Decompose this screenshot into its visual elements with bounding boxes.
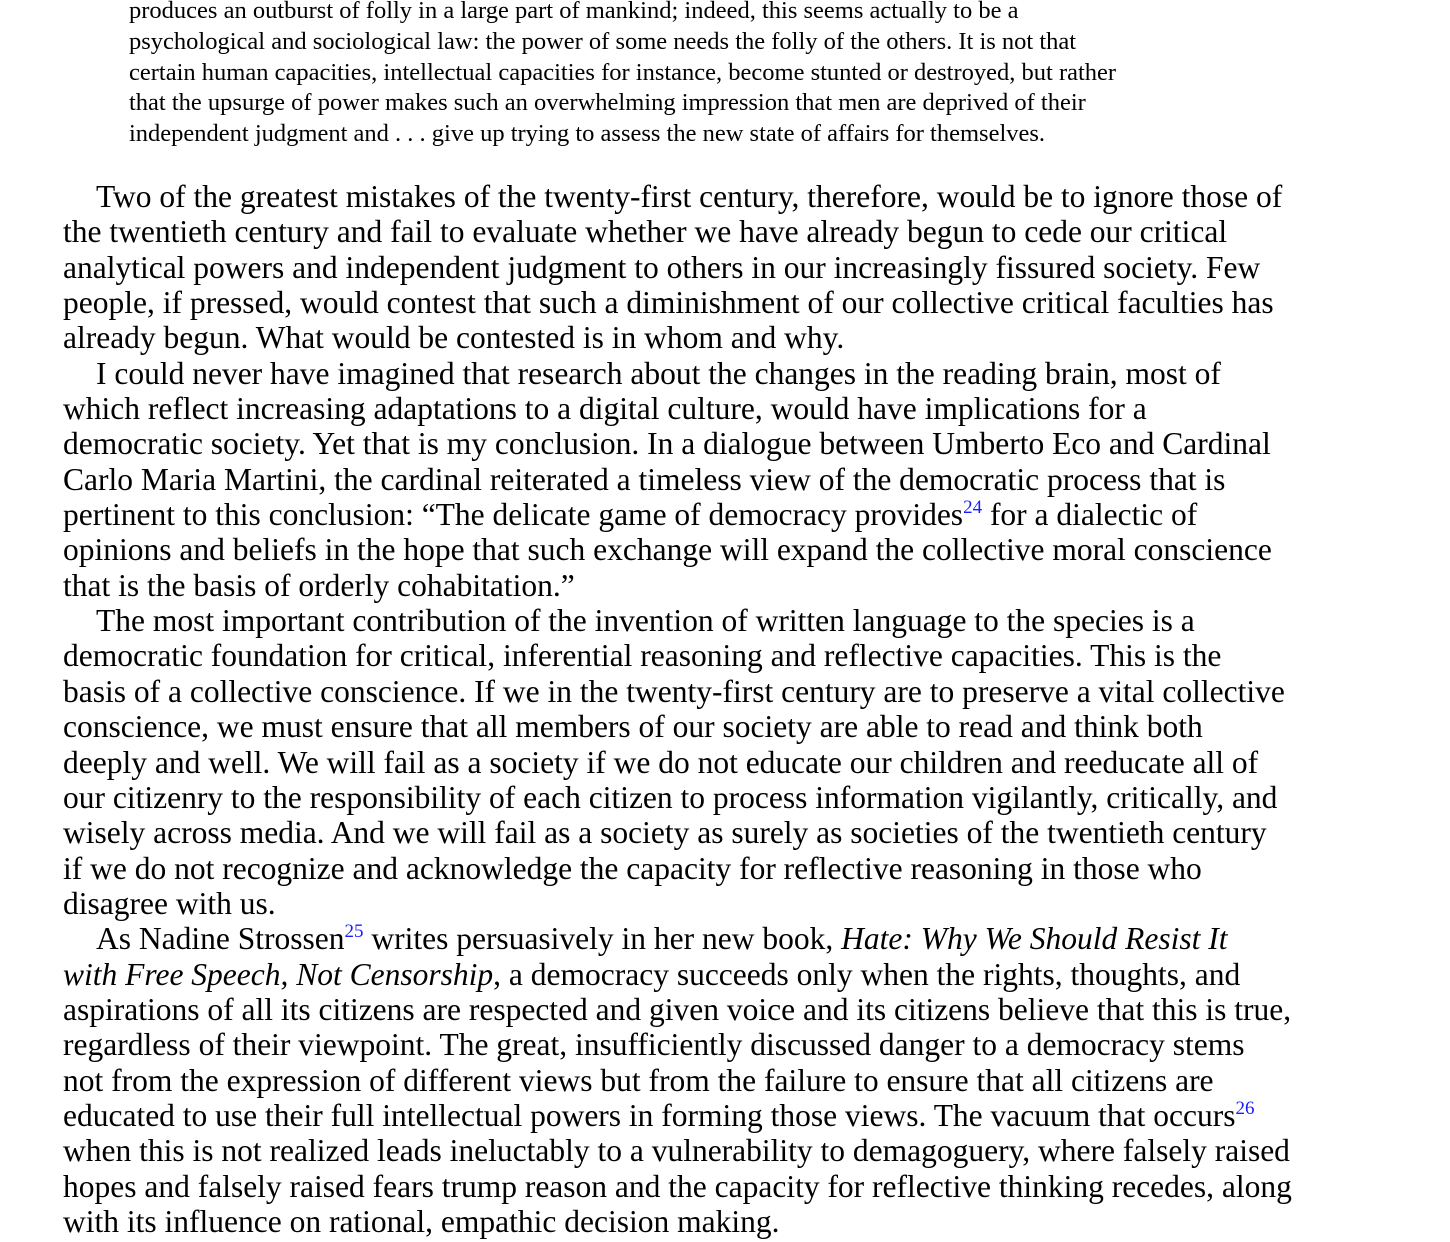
paragraph-1-line: people, if pressed, would contest that such a diminishment of our collective critical faculties has <box>63 285 1274 321</box>
paragraph-3-line: deeply and well. We will fail as a society if we do not educate our children and reeducate all of <box>63 744 1259 780</box>
paragraph-4-text: As Nadine Strossen <box>96 921 345 957</box>
footnote-link-24[interactable]: 24 <box>963 497 983 519</box>
paragraph-3-line: democratic foundation for critical, inferential reasoning and reflective capacities. This is the <box>63 638 1222 674</box>
paragraph-1-line: Two of the greatest mistakes of the twenty-first century, therefore, would be to ignore those of <box>96 179 1283 214</box>
paragraph-2-text: pertinent to this conclusion: “The delicate game of democracy provides <box>63 497 964 533</box>
paragraph-3-line: disagree with us. <box>63 885 276 921</box>
paragraph-3-line: conscience, we must ensure that all members of our society are able to read and think both <box>63 709 1203 745</box>
paragraph-2-line: opinions and beliefs in the hope that such exchange will expand the collective moral conscience <box>63 532 1272 568</box>
paragraph-3-line: The most important contribution of the invention of written language to the species is a <box>96 603 1195 639</box>
paragraph-3-line: our citizenry to the responsibility of each citizen to process information vigilantly, critically, and <box>63 779 1278 815</box>
paragraph-4-line <box>63 921 1393 956</box>
quote-line: that the upsurge of power makes such an overwhelming impression that men are deprived of their <box>129 89 1086 117</box>
paragraph-4-text: educated to use their full intellectual powers in forming those views. The vacuum that occurs <box>63 1097 1236 1133</box>
paragraph-4-line: regardless of their viewpoint. The great, insufficiently discussed danger to a democracy stems <box>63 1027 1245 1063</box>
paragraph-2-line: that is the basis of orderly cohabitation.” <box>63 567 575 603</box>
paragraph-1-line: the twentieth century and fail to evaluate whether we have already begun to cede our critical <box>63 214 1228 250</box>
block-quote <box>129 0 1309 150</box>
paragraph-4-line: aspirations of all its citizens are respected and given voice and its citizens believe that this is true, <box>63 991 1292 1027</box>
quote-line: independent judgment and . . . give up trying to assess the new state of affairs for themselves. <box>129 120 1046 148</box>
quote-line: produces an outburst of folly in a large part of mankind; indeed, this seems actually to be a <box>129 0 1019 24</box>
paragraph-4-text: , a democracy succeeds only when the rights, thoughts, and <box>493 956 1241 992</box>
paragraph-4-text: writes persuasively in her new book, <box>363 921 842 957</box>
quote-line: certain human capacities, intellectual capacities for instance, become stunted or destroyed, but rather <box>129 58 1117 86</box>
book-title: with Free Speech, Not Censorship <box>63 956 494 992</box>
footnote-link-25[interactable]: 25 <box>344 921 364 943</box>
paragraph-4-line: not from the expression of different views but from the failure to ensure that all citizens are <box>63 1062 1214 1098</box>
paragraph-3-line: wisely across media. And we will fail as a society as surely as societies of the twentieth century <box>63 815 1267 851</box>
paragraph-4-line <box>63 957 1393 992</box>
paragraph-3-line: basis of a collective conscience. If we in the twenty-first century are to preserve a vital collective <box>63 673 1285 709</box>
paragraph-2-line <box>63 497 1393 532</box>
footnote-link-26[interactable]: 26 <box>1235 1097 1255 1119</box>
paragraph-2-line: Carlo Maria Martini, the cardinal reiterated a timeless view of the democratic process that is <box>63 461 1226 497</box>
paragraph-4-line: hopes and falsely raised fears trump reason and the capacity for reflective thinking recedes, along <box>63 1168 1292 1204</box>
paragraph-1-line: analytical powers and independent judgment to others in our increasingly fissured society. Few <box>63 249 1261 285</box>
paragraph-4-line: when this is not realized leads ineluctably to a vulnerability to demagoguery, where falsely raised <box>63 1133 1290 1169</box>
paragraph-2-line: democratic society. Yet that is my conclusion. In a dialogue between Umberto Eco and Cardinal <box>63 426 1271 462</box>
paragraph-1-line: already begun. What would be contested is in whom and why. <box>63 320 845 356</box>
book-title: Hate: Why We Should Resist It <box>841 921 1228 957</box>
paragraph-2-text: for a dialectic of <box>982 497 1198 533</box>
paragraph-4-line: with its influence on rational, empathic decision making. <box>63 1203 780 1239</box>
quote-line: psychological and sociological law: the power of some needs the folly of the others. It is not that <box>129 27 1077 55</box>
paragraph-2-line: I could never have imagined that research about the changes in the reading brain, most of <box>96 355 1221 391</box>
paragraph-4-line <box>63 1098 1393 1133</box>
paragraph-3-line: if we do not recognize and acknowledge the capacity for reflective reasoning in those who <box>63 850 1202 886</box>
paragraph-2-line: which reflect increasing adaptations to a digital culture, would have implications for a <box>63 391 1147 427</box>
body-text <box>63 179 1393 1239</box>
